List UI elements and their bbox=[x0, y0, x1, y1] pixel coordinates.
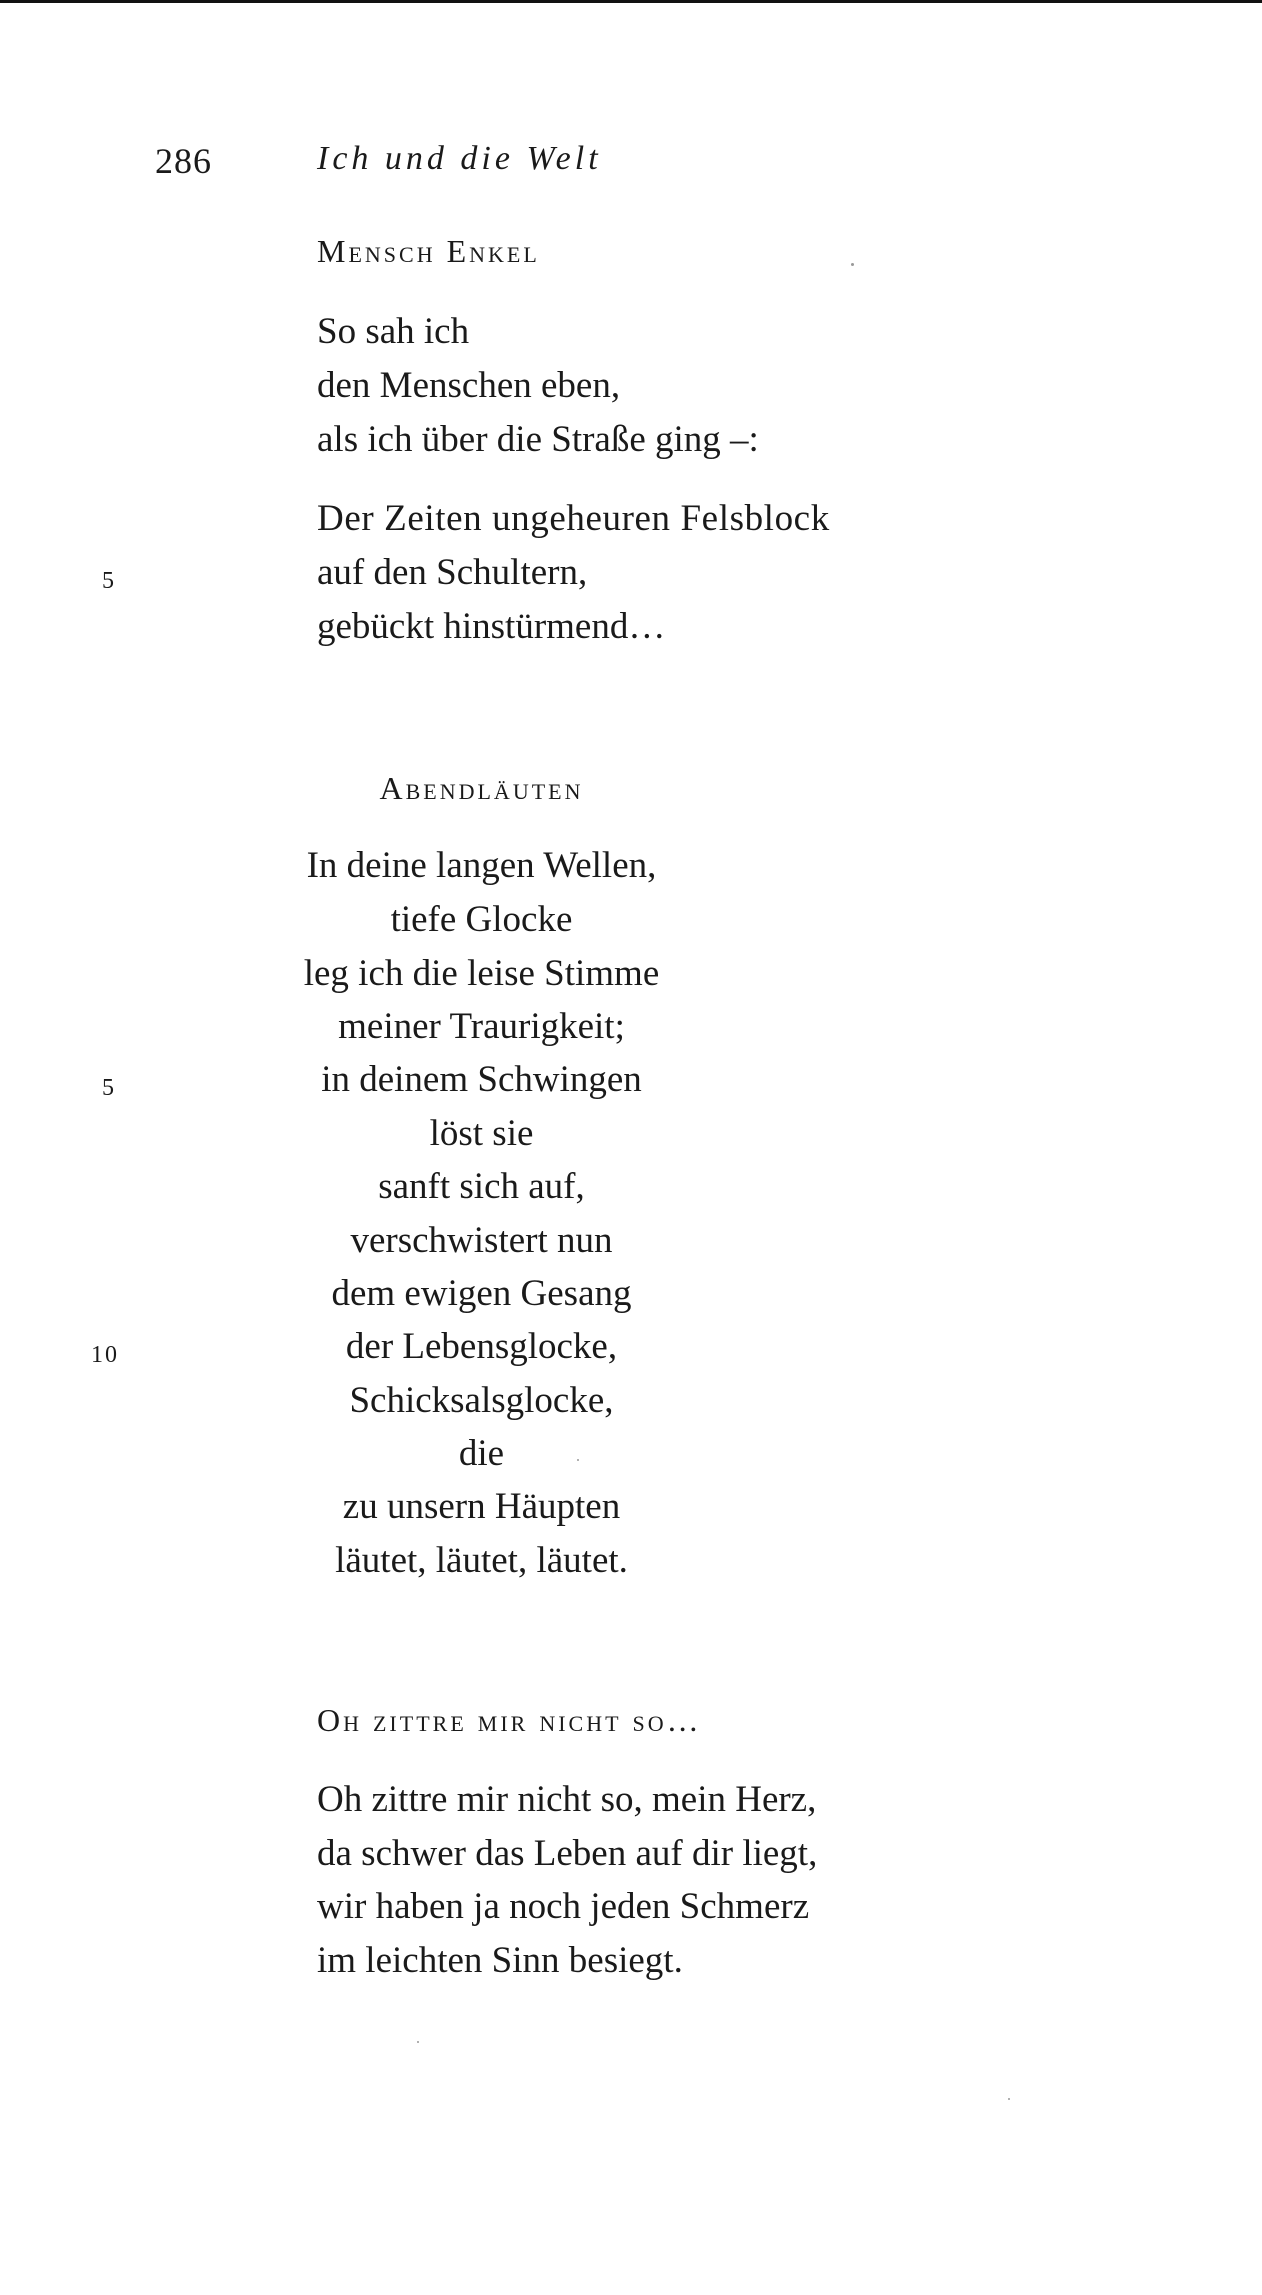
poem-title: Abendläuten bbox=[379, 770, 584, 806]
poem-line: verschwistert nun bbox=[350, 1220, 613, 1261]
poem-line: im leichten Sinn besiegt. bbox=[317, 1940, 683, 1981]
poem-line: tiefe Glocke bbox=[390, 899, 573, 940]
poem-line: leg ich die leise Stimme bbox=[303, 953, 660, 994]
poem-line: die bbox=[458, 1433, 505, 1474]
poem-line: sanft sich auf, bbox=[378, 1166, 585, 1207]
scan-speck bbox=[577, 1459, 579, 1461]
line-number: 5 bbox=[102, 1075, 116, 1101]
scan-speck bbox=[1008, 2098, 1010, 2100]
poem-line: Schicksalsglocke, bbox=[349, 1380, 614, 1421]
poem-line: der Lebensglocke, bbox=[345, 1326, 618, 1367]
poem-line: den Menschen eben, bbox=[317, 365, 621, 406]
running-title: Ich und die Welt bbox=[317, 140, 602, 177]
running-header bbox=[0, 140, 1262, 190]
poem-line: wir haben ja noch jeden Schmerz bbox=[317, 1886, 810, 1927]
page-top-edge bbox=[0, 0, 1262, 3]
poem-line: So sah ich bbox=[317, 311, 470, 352]
scan-speck bbox=[417, 2041, 419, 2043]
poem-line: Oh zittre mir nicht so, mein Herz, bbox=[317, 1779, 817, 1820]
poem-line: zu unsern Häupten bbox=[342, 1486, 621, 1527]
line-number: 5 bbox=[102, 568, 116, 594]
poem-line: dem ewigen Gesang bbox=[331, 1273, 632, 1314]
poem-line: als ich über die Straße ging –: bbox=[317, 419, 759, 460]
poem-line: auf den Schultern, bbox=[317, 552, 588, 593]
line-number: 10 bbox=[91, 1342, 119, 1368]
poem-title: Mensch Enkel bbox=[317, 233, 540, 269]
poem-line: läutet, läutet, läutet. bbox=[335, 1540, 628, 1581]
poem-line: löst sie bbox=[429, 1113, 534, 1154]
poem-line: Der Zeiten ungeheuren Felsblock bbox=[317, 498, 830, 539]
poem-line: da schwer das Leben auf dir liegt, bbox=[317, 1833, 818, 1874]
page-number: 286 bbox=[155, 141, 212, 181]
poem-line: in deinem Schwingen bbox=[321, 1059, 642, 1100]
poem-title: Oh zittre mir nicht so… bbox=[317, 1702, 702, 1738]
scan-speck bbox=[851, 263, 854, 266]
poem-line: gebückt hinstürmend… bbox=[317, 606, 666, 647]
poem-line: meiner Traurigkeit; bbox=[338, 1006, 625, 1047]
poem-line: In deine langen Wellen, bbox=[306, 845, 657, 886]
